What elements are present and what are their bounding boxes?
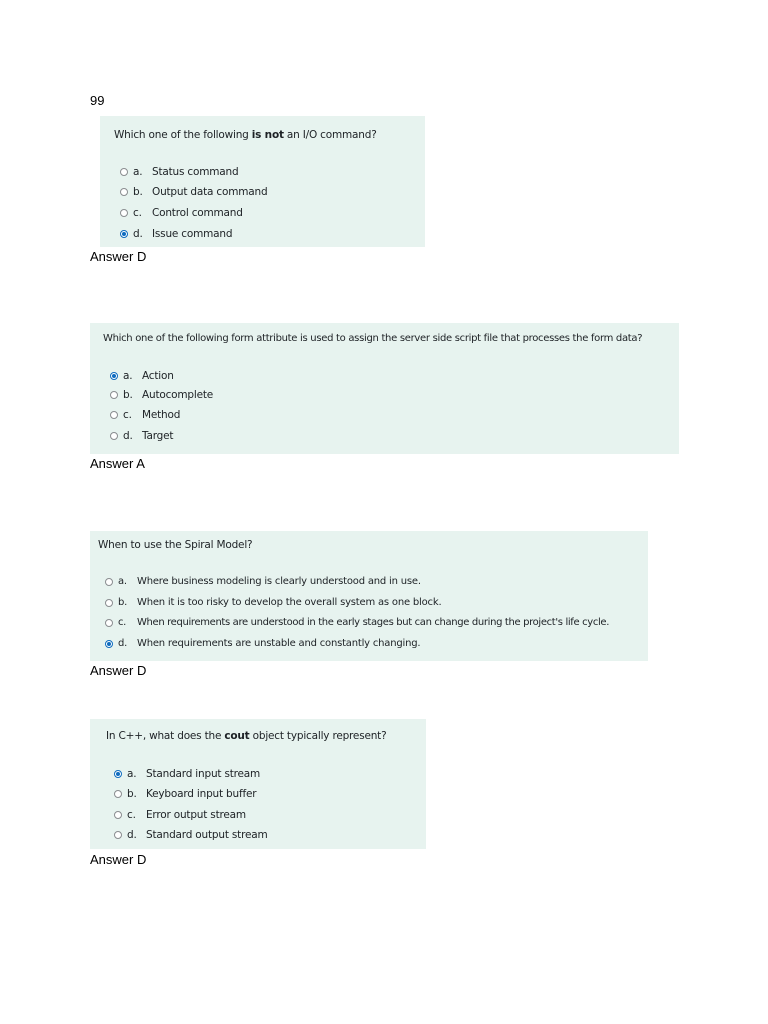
option-d[interactable]: d. Target [110,430,173,442]
option-c[interactable]: c. Error output stream [114,809,246,821]
option-label: Control command [152,207,243,219]
option-d[interactable]: d. Issue command [120,228,232,240]
radio-button[interactable] [110,411,118,419]
option-label: Output data command [152,186,268,198]
radio-button[interactable] [110,432,118,440]
page-number: 99 [90,93,105,108]
question-text: Which one of the following is not an I/O command? [114,129,377,141]
option-label: Target [142,430,174,442]
option-c[interactable]: c. When requirements are understood in the early stages but can change during the project's life cycle. [105,617,609,628]
radio-button[interactable] [105,599,113,607]
question-panel-1 [100,116,425,247]
option-b[interactable]: b. When it is too risky to develop the overall system as one block. [105,597,441,608]
option-c[interactable]: c. Control command [120,207,243,219]
option-a[interactable]: a. Where business modeling is clearly understood and in use. [105,576,421,587]
question-text: When to use the Spiral Model? [98,539,253,551]
option-b[interactable]: b. Autocomplete [110,389,213,401]
option-label: Where business modeling is clearly understood and in use. [137,576,421,587]
radio-button[interactable] [114,831,122,839]
option-b[interactable]: b. Output data command [120,186,267,198]
radio-button[interactable] [114,811,122,819]
option-label: Method [142,409,181,421]
option-label: Error output stream [146,809,246,821]
radio-button-selected[interactable] [110,372,118,380]
question-panel-3 [90,531,648,661]
option-label: Status command [152,166,239,178]
option-label: When requirements are understood in the early stages but can change during the project's life cycle. [137,617,610,628]
question-text: Which one of the following form attribute is used to assign the server side script file that processes the form data? [103,333,643,344]
radio-button-selected[interactable] [105,640,113,648]
radio-button[interactable] [105,619,113,627]
option-label: When it is too risky to develop the overall system as one block. [137,597,442,608]
radio-button[interactable] [120,209,128,217]
option-label: When requirements are unstable and constantly changing. [137,638,421,649]
option-c[interactable]: c. Method [110,409,180,421]
option-label: Action [142,370,174,382]
option-label: Autocomplete [142,389,214,401]
radio-button[interactable] [110,391,118,399]
option-label: Standard output stream [146,829,268,841]
answer-text: Answer D [90,249,147,264]
option-d[interactable]: d. When requirements are unstable and constantly changing. [105,638,420,649]
answer-text: Answer D [90,852,147,867]
answer-text: Answer D [90,663,147,678]
option-b[interactable]: b. Keyboard input buffer [114,788,256,800]
question-text: In C++, what does the cout object typically represent? [106,730,387,742]
option-a[interactable]: a. Action [110,370,174,382]
radio-button-selected[interactable] [114,770,122,778]
option-a[interactable]: a. Status command [120,166,238,178]
radio-button-selected[interactable] [120,230,128,238]
option-d[interactable]: d. Standard output stream [114,829,267,841]
question-panel-2 [90,323,679,454]
option-label: Standard input stream [146,768,261,780]
option-a[interactable]: a. Standard input stream [114,768,260,780]
answer-text: Answer A [90,456,145,471]
radio-button[interactable] [105,578,113,586]
radio-button[interactable] [120,168,128,176]
option-label: Issue command [152,228,233,240]
radio-button[interactable] [120,188,128,196]
question-panel-4 [90,719,426,849]
radio-button[interactable] [114,790,122,798]
option-label: Keyboard input buffer [146,788,257,800]
